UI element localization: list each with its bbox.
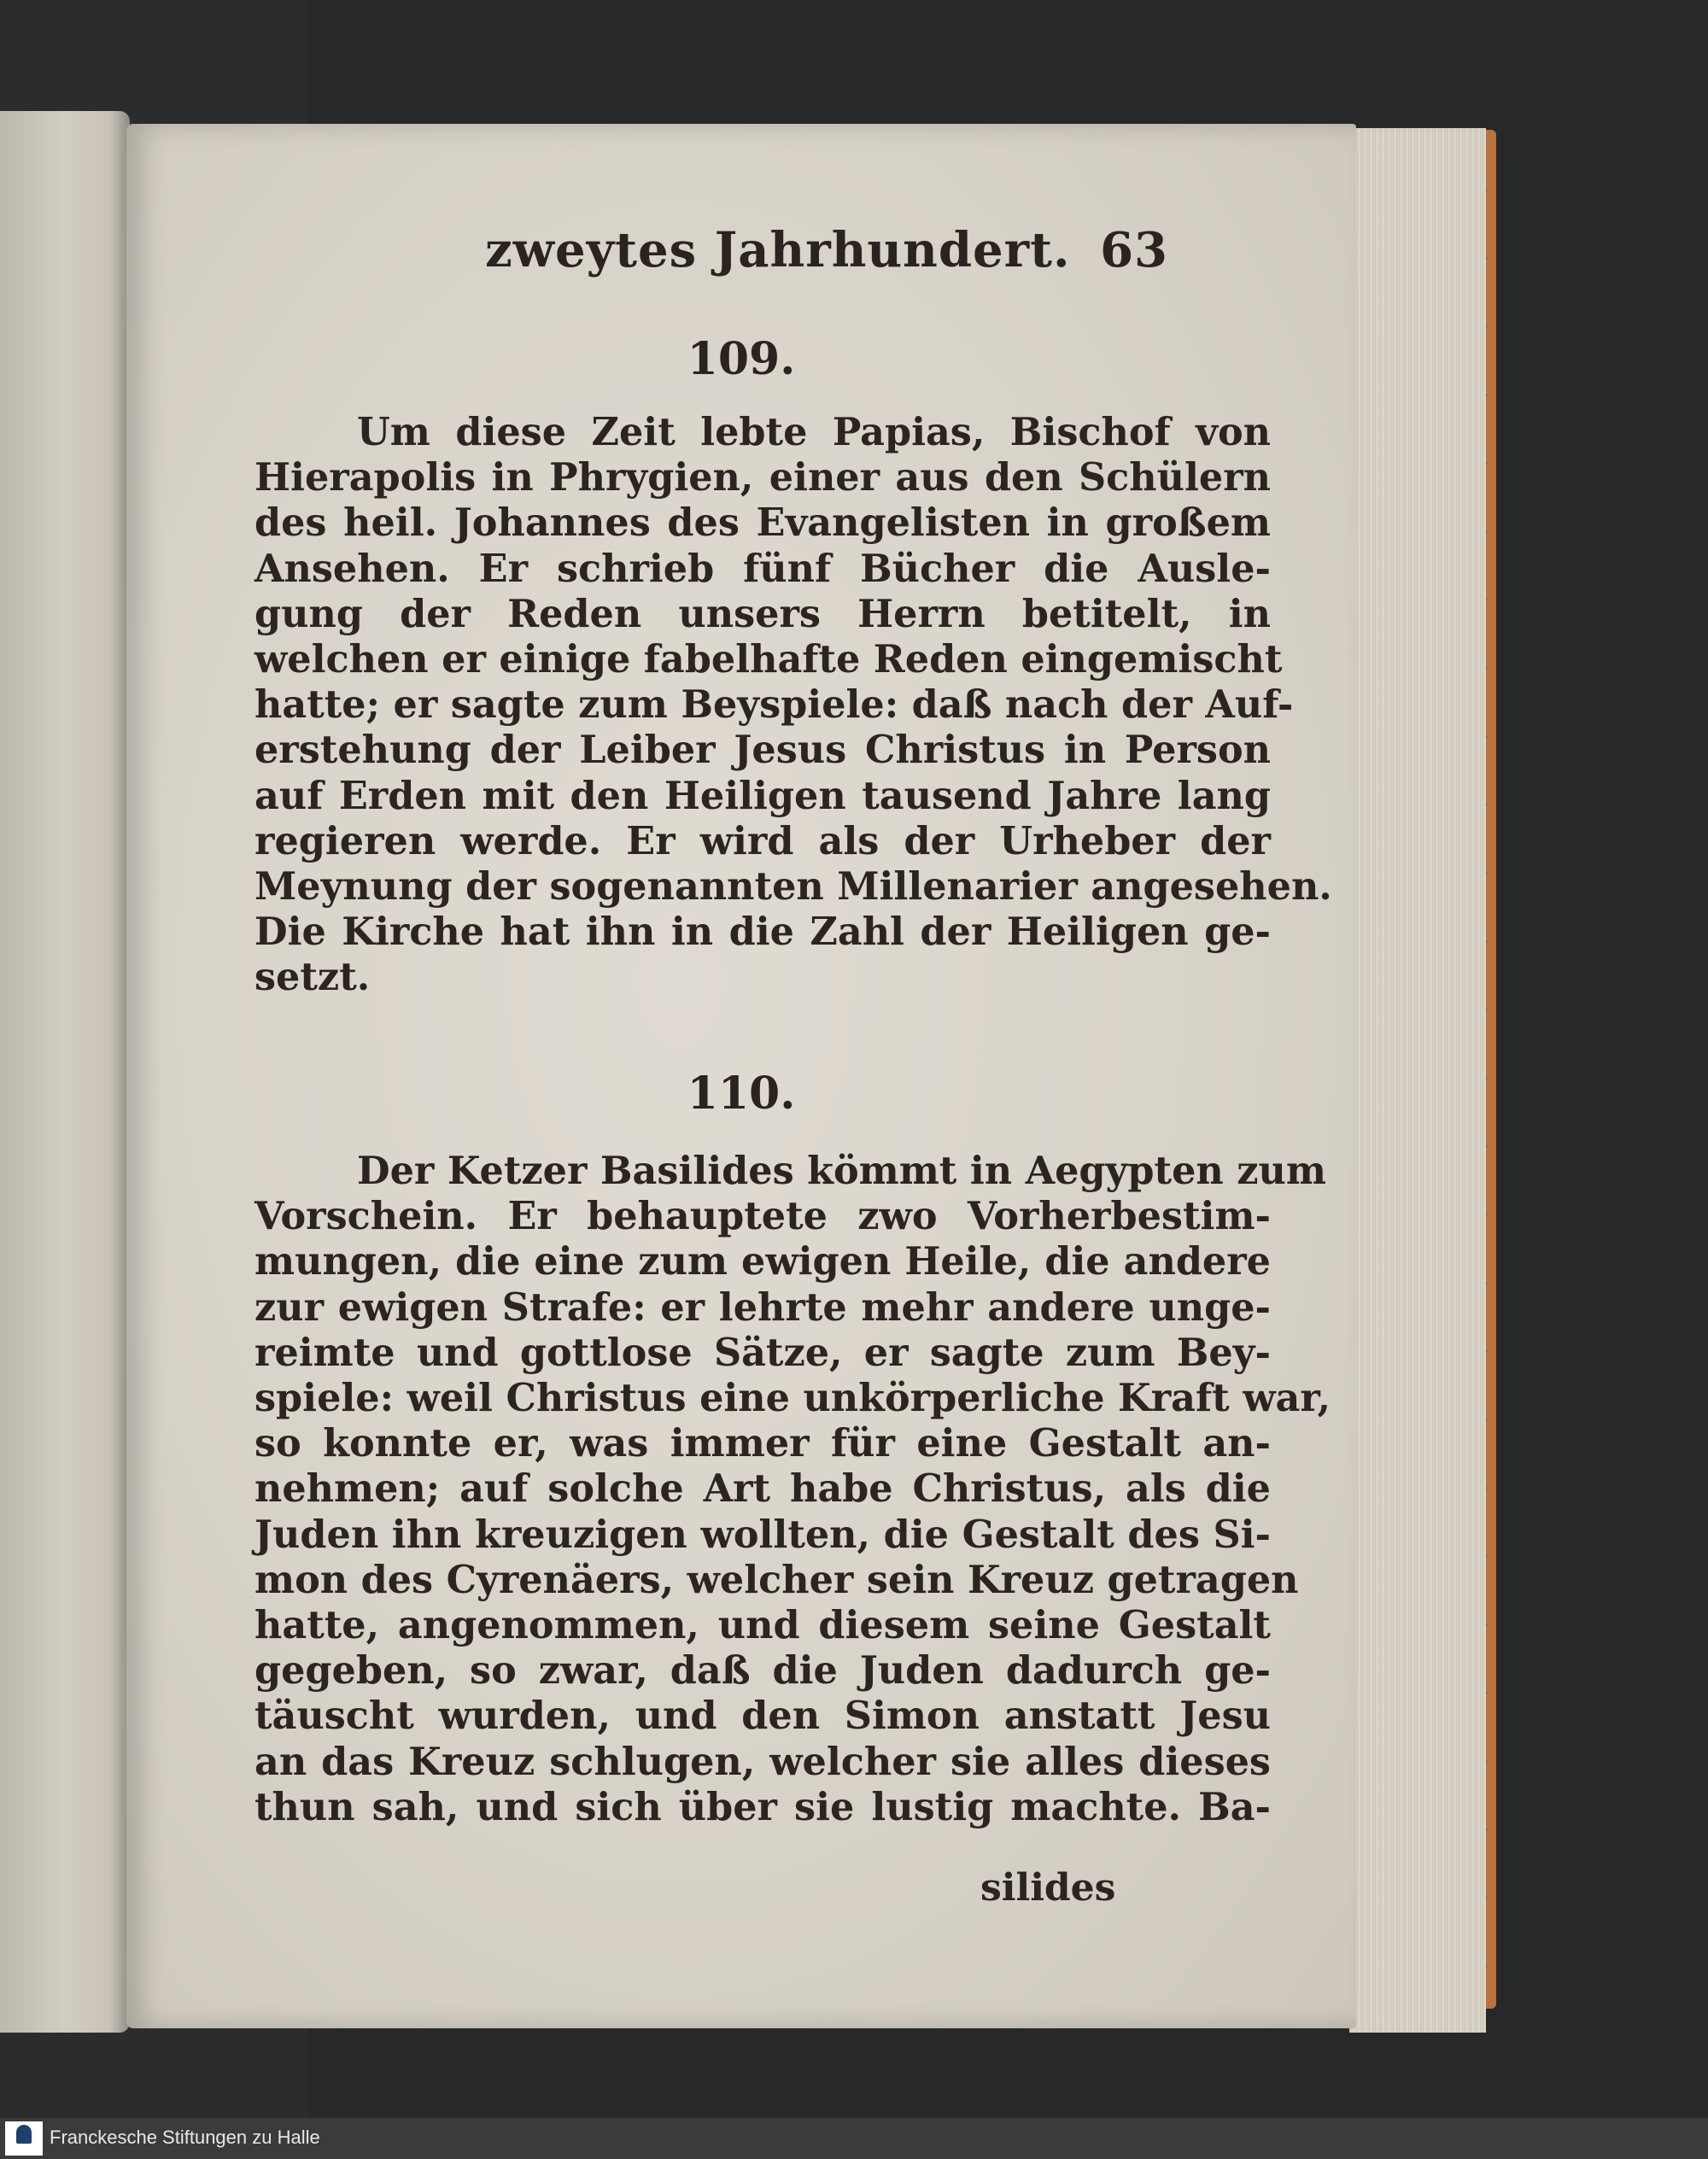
- text-line: täuscht wurden, und den Simon anstatt Jesu: [254, 1694, 1271, 1739]
- text-line: so konnte er, was immer für eine Gestalt an-: [254, 1421, 1271, 1466]
- text-line: auf Erden mit den Heiligen tausend Jahre lang: [254, 773, 1271, 818]
- institution-label[interactable]: Franckesche Stiftungen zu Halle: [50, 2127, 320, 2148]
- page-block-edge: [1349, 128, 1486, 2033]
- text-line: Um diese Zeit lebte Papias, Bischof von: [357, 410, 1271, 454]
- running-head: [485, 222, 1168, 299]
- page-number: 63: [1100, 222, 1168, 278]
- text-line: Ansehen. Er schrieb fünf Bücher die Ausle-: [254, 546, 1271, 591]
- book-page: [126, 124, 1356, 2028]
- text-line: reimte und gottlose Sätze, er sagte zum Bey-: [254, 1330, 1271, 1375]
- text-line: Vorschein. Er behauptete zwo Vorherbestim-: [254, 1194, 1271, 1239]
- catchword: silides: [980, 1866, 1116, 1910]
- text-line: nehmen; auf solche Art habe Christus, als die: [254, 1466, 1271, 1512]
- text-line: hatte, angenommen, und diesem seine Gestalt: [254, 1603, 1271, 1648]
- left-page-edge: [0, 111, 130, 2033]
- text-line: thun sah, und sich über sie lustig machte. Ba-: [254, 1784, 1271, 1829]
- text-line: zur ewigen Strafe: er lehrte mehr andere unge-: [254, 1284, 1271, 1330]
- text-line: welchen er einige fabelhafte Reden eingemischt: [254, 637, 1283, 682]
- text-line: erstehung der Leiber Jesus Christus in Person: [254, 728, 1271, 773]
- text-line: mungen, die eine zum ewigen Heile, die andere: [254, 1239, 1271, 1284]
- text-line: spiele: weil Christus eine unkörperliche Kraft war,: [254, 1376, 1331, 1421]
- text-line: Die Kirche hat ihn in die Zahl der Heiligen ge-: [254, 910, 1271, 955]
- logo-mark-icon: [16, 2125, 32, 2144]
- text-line: an das Kreuz schlugen, welcher sie alles dieses: [254, 1739, 1271, 1784]
- text-line: gegeben, so zwar, daß die Juden dadurch ge-: [254, 1648, 1271, 1694]
- text-line: gung der Reden unsers Herrn betitelt, in: [254, 591, 1271, 636]
- running-title: zweytes Jahrhundert.: [485, 222, 1071, 278]
- institution-logo-icon[interactable]: [5, 2121, 43, 2156]
- section-number-109: 109.: [687, 333, 796, 385]
- text-line: Juden ihn kreuzigen wollten, die Gestalt des Si-: [254, 1512, 1271, 1557]
- text-line: setzt.: [254, 955, 371, 1000]
- paragraph-109: [254, 410, 1332, 1001]
- text-line: Der Ketzer Basilides kömmt in Aegypten zum: [357, 1149, 1326, 1193]
- section-number-110: 110.: [687, 1068, 796, 1120]
- footer-bar: [0, 2118, 1708, 2159]
- text-line: Meynung der sogenannten Millenarier angesehen.: [254, 864, 1332, 910]
- text-line: hatte; er sagte zum Beyspiele: daß nach der Auf-: [254, 682, 1294, 728]
- text-line: des heil. Johannes des Evangelisten in großem: [254, 500, 1271, 546]
- paragraph-110: [254, 1149, 1331, 1830]
- text-line: mon des Cyrenäers, welcher sein Kreuz getragen: [254, 1557, 1299, 1602]
- text-line: regieren werde. Er wird als der Urheber der: [254, 818, 1271, 863]
- text-line: Hierapolis in Phrygien, einer aus den Schülern: [254, 455, 1271, 500]
